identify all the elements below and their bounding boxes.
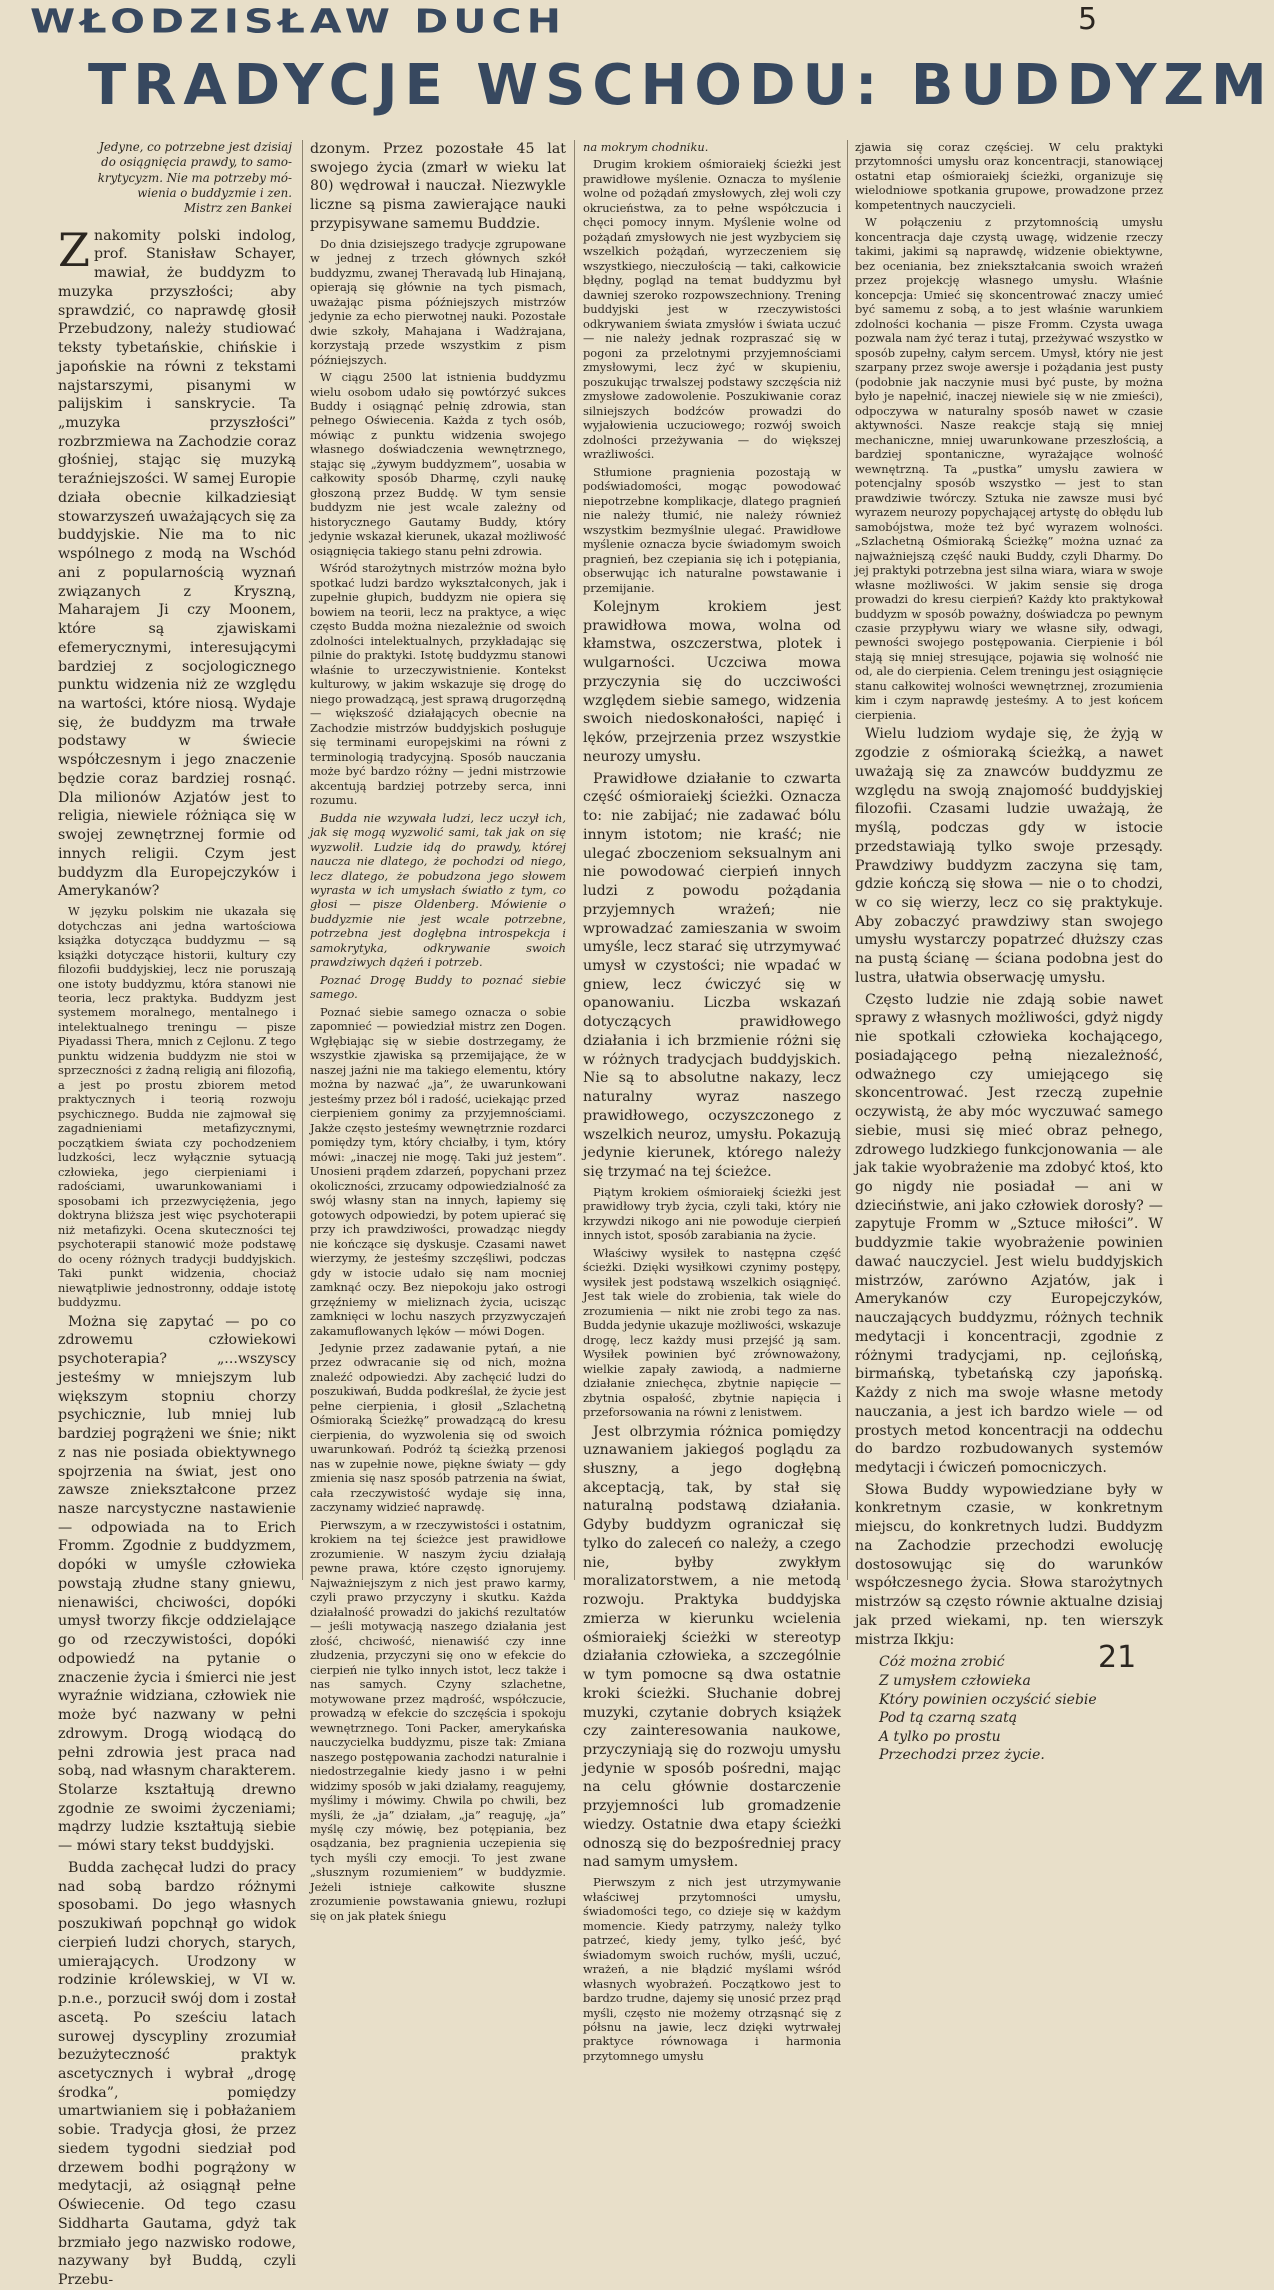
paragraph: Piątym krokiem ośmioraiekj ścieżki jest prawidłowy tryb życia, czyli taki, który nie krzywdzi nikogo ani nie powoduje cierpień innych istot, sposób zarabiania na życie. xyxy=(583,1184,841,1243)
paragraph: Pierwszym z nich jest utrzymywanie właściwej przytomności umysłu, świadomości tego, co dzieje się w każdym momencie. Kiedy patrzymy, należy tylko patrzeć, kiedy jemy, tylko jeść, być świadomym swoich ruchów, myśli, uczuć, wrażeń, a nie błądzić myślami wśród własnych wyobrażeń. Początkowo jest to bardzo trudne, dajemy się unosić przez prąd myśli, często nie możemy otrząsnąć się z półsnu na jawie, lecz dzięki wytrwałej praktyce równowaga i harmonia przytomnego umysłu xyxy=(583,1875,841,2063)
paragraph: Prawidłowe działanie to czwarta część ośmioraiekj ścieżki. Oznacza to: nie zabijać; nie zadawać bólu innym istotom; nie kraść; nie ulegać zboczeniom seksualnym ani nie powodować cierpień innych ludzi z powodu pożądania przyjemnych wrażeń; nie wprowadzać zamieszania w swoim umyśle, lecz starać się utrzymywać umysł w czystości; nie wpadać w gniew, lecz ćwiczyć się w opanowaniu. Liczba wskazań dotyczących prawidłowego działania i ich brzmienie różni się w różnych tradycjach buddyjskich. Nie są to absolutne nakazy, lecz naturalny wyraz naszego prawidłowego, oczyszczonego z wszelkich neuroz, umysłu. Pokazują jedynie kierunek, którego należy się trzymać na tej ścieżce. xyxy=(583,770,841,1181)
paragraph: Budda zachęcał ludzi do pracy nad sobą bardzo różnymi sposobami. Do jego własnych poszukiwań popchnął go widok cierpień ludzi chorych, starych, umierających. Urodzony w rodzinie królewskiej, w VI w. p.n.e., porzucił swój dom i został ascetą. Po sześciu latach surowej dyscypliny zrozumiał bezużyteczność praktyk ascetycznych i wybrał „drogę środka”, pomiędzy umartwianiem się i pobłażaniem sobie. Tradycja głosi, że przez siedem tygodni siedział pod drzewem bodhi pogrążony w medytacji, aż osiągnął pełne Oświecenie. Od tego czasu Siddharta Gautama, gdyż tak brzmiało jego nazwisko rodowe, nazywany był Buddą, czyli Przebu- xyxy=(58,1859,296,2289)
poem-line: Cóż można zrobić xyxy=(879,1654,1005,1671)
paragraph: Wielu ludziom wydaje się, że żyją w zgodzie z ośmioraką ścieżką, a nawet uważają się za znawców buddyzmu ze względu na swoją znajomość buddyjskiej filozofii. Czasami ludzie uważają, że myślą, podczas gdy w istocie przedstawiają tylko swoje przesądy. Prawdziwy buddyzm zaczyna się tam, gdzie kończą się słowa — nie o to chodzi, w co się wierzy, lecz co się praktykuje. Aby zobaczyć prawdziwy stan swojego umysłu wystarczy popatrzeć dłuższy czas na pustą ścianę — ściana podobna jest do lustra, ułatwia obserwację umysłu. xyxy=(855,726,1163,986)
column-3 xyxy=(583,140,841,2063)
poem-line: Przechodzi przez życie. xyxy=(879,1747,1045,1764)
drop-cap: Z xyxy=(58,222,90,277)
column-1 xyxy=(58,140,296,2289)
epigraph xyxy=(88,140,292,217)
paragraph: Można się zapytać — po co zdrowemu człowiekowi psychoterapia? „...wszyscy jesteśmy w mniejszym lub większym stopniu chorzy psychicznie, lub mniej lub bardziej pogrążeni we śnie; nikt z nas nie posiada obiektywnego spojrzenia na świat, jest ono zawsze zniekształcone przez nasze narcystyczne nastawienie — odpowiada na to Erich Fromm. Zgodnie z buddyzmem, dopóki w umyśle człowieka powstają złudne stany gniewu, nienawiści, chciwości, dopóki umysł tworzy fikcje oddzielające go od rzeczywistości, dopóki odpowiedź na pytanie o znaczenie życia i śmierci nie jest wyraźnie widziana, człowiek nie może być nazwany w pełni zdrowym. Drogą wiodącą do pełni zdrowia jest praca nad sobą, nad własnym charakterem. Stolarze kształtują drewno zgodnie ze swoimi życzeniami; mądrzy ludzie kształtują siebie — mówi stary tekst buddyjski. xyxy=(58,1313,296,1855)
paragraph: Do dnia dzisiejszego tradycje zgrupowane w jednej z trzech głównych szkół buddyzmu, zwanej Theravadą lub Hinajaną, opierają się głównie na tych pismach, uważając pisma późniejszych mistrzów jedynie za echo pierwotnej nauki. Pozostałe dwie szkoły, Mahajana i Wadżrajana, korzystają przede wszystkim z pism późniejszych. xyxy=(310,236,566,367)
paragraph: Jedynie przez zadawanie pytań, a nie przez odwracanie się od nich, można znaleźć odpowiedzi. Aby zachęcić ludzi do poszukiwań, Budda podkreślał, że życie jest pełne cierpienia, i głosił „Szlachetną Ośmioraką Ścieżkę” prowadzącą do kresu cierpienia, do wyzwolenia się od swoich uwarunkowań. Podróż tą ścieżką przenosi nas w zupełnie nowe, piękne światy — gdy zmienia się nasz sposób patrzenia na świat, cała rzeczywistość wydaje się inna, zaczynamy widzieć naprawdę. xyxy=(310,1341,566,1515)
epigraph-line: krytycyzm. Nie ma potrzeby mó- xyxy=(97,170,292,185)
paragraph: Stłumione pragnienia pozostają w podświadomości, mogąc powodować niepotrzebne komplikacje, dlatego pragnień nie należy tłumić, nie należy również wszystkim bezmyślnie ulegać. Prawidłowe myślenie oznacza bycie świadomym swoich pragnień, bez czepiania się ich i potępiania, obserwując ich naturalne powstawanie i przemijanie. xyxy=(583,464,841,595)
paragraph: W ciągu 2500 lat istnienia buddyzmu wielu osobom udało się powtórzyć sukces Buddy i osiągnąć pełnię zdrowia, stan pełnego Oświecenia. Każda z tych osób, mówiąc z punktu widzenia swojego własnego doświadczenia wewnętrznego, stając się „żywym buddyzmem”, uosabia w całkowity sposób Dharmę, czyli naukę głoszoną przez Buddę. W tym sensie buddyzm nie jest wcale zależny od historycznego Gautamy Buddy, który jedynie wskazał kierunek, ukazał możliwość osiągnięcia takiego stanu pełni zdrowia. xyxy=(310,370,566,558)
paragraph xyxy=(58,222,296,901)
epigraph-line: wienia o buddyzmie i zen. xyxy=(137,185,292,200)
paragraph: W połączeniu z przytomnością umysłu koncentracja daje czystą uwagę, widzenie rzeczy takimi, jakimi są naprawdę, widzenie obiektywne, bez oceniania, bez zniekształcania swoich wrażeń przez projekcję własnego umysłu. Właśnie koncepcja: Umieć się skoncentrować znaczy umieć być samemu z sobą, a to jest właśnie warunkiem zdolności kochania — pisze Fromm. Czysta uwaga pozwala nam żyć teraz i tutaj, przeżywać wszystko w sposób zupełny, całym sercem. Umysł, który nie jest szarpany przez swoje awersje i pożądania jest pusty (podobnie jak naczynie musi być puste, by można było je napełnić, inaczej niewiele się w nie zmieści), odpoczywa w naturalny sposób nawet w czasie aktywności. Nasze reakcje stają się mniej mechaniczne, mniej uwarunkowane przeszłością, a bardziej spontaniczne, wyrażające wolność wewnętrzną. Ta „pustka” umysłu zawiera w potencjalny sposób wszystko — jest to stan prawdziwie twórczy. Sztuka nie zawsze musi być wyrazem neurozy popychającej artystę do obłędu lub samobójstwa, może też być wyrazem wolności. „Szlachetną Ośmioraką Ścieżkę” można uznać za najważniejszą część nauki Buddy, czyli Dharmy. Do jej praktyki potrzebna jest silna wiara, wiara w swoje własne możliwości. W jakim sensie się droga prowadzi do kresu cierpień? Każdy kto praktykował buddyzm w sposób poważny, doświadcza po pewnym czasie przypływu wiary we własne siły, odwagi, pewności swojego postępowania. Cierpienie i ból stają się mniej stresujące, pojawia się wolność nie od, ale do cierpienia. Celem treningu jest osiągnięcie stanu całkowitej wolności wewnętrznej, zrozumienia kim i czym naprawdę jesteśmy. A to jest końcem cierpienia. xyxy=(855,215,1163,722)
paragraph: na mokrym chodniku. xyxy=(583,140,709,154)
column-2 xyxy=(310,140,566,1923)
paragraph: dzonym. Przez pozostałe 45 lat swojego życia (zmarł w wieku lat 80) wędrował i nauczał. Niezwykle liczne są pisma zawierające nauki przypisywane samemu Buddzie. xyxy=(310,141,566,232)
author-name: WŁODZISŁAW DUCH xyxy=(30,2,566,41)
page-number: 21 xyxy=(1098,1640,1137,1675)
paragraph: W języku polskim nie ukazała się dotychczas ani jedna wartościowa książka dotycząca buddyzmu — są książki dotyczące historii, kultury czy filozofii buddyjskiej, lecz nie poruszają one istoty buddyzmu, która stanowi nie teoria, lecz praktyka. Buddyzm jest systemem moralnego, mentalnego i intelektualnego treningu — pisze Piyadassi Thera, mnich z Cejlonu. Z tego punktu widzenia buddyzm nie stoi w sprzeczności z żadną religią ani filozofią, a jest po prostu zbiorem metod praktycznych i teorią rozwoju psychicznego. Budda nie zajmował się zagadnieniami metafizycznymi, początkiem świata czy pochodzeniem ludzkości, lecz wyłącznie sytuacją człowieka, jego cierpieniami i radościami, uwarunkowaniami i sposobami ich przezwyciężenia, jego doktryna bliższa jest więc psychoterapii niż metafizyki. Ocena skuteczności tej psychoterapii stanowić może podstawę do oceny różnych tradycji buddyjskich. Taki punkt widzenia, chociaż niewątpliwie jednostronny, oddaje istotę buddyzmu. xyxy=(58,904,296,1310)
paragraph: Często ludzie nie zdają sobie nawet sprawy z własnych możliwości, gdyż nigdy nie spotkali człowieka kochającego, posiadającego pełną niezależność, odważnego czy umiejącego się skoncentrować. Jest rzeczą zupełnie oczywistą, że aby móc wyczuwać samego siebie, musi się mieć obraz pełnego, zdrowego ludzkiego funkcjonowania — ale jak takie wyobrażenie ma zdobyć ktoś, kto go nigdy nie posiadał — ani w dzieciństwie, ani jako człowiek dorosły? — zapytuje Fromm w „Sztuce miłości”. W buddyzmie takie wyobrażenie powinien dawać nauczyciel. Jest wielu buddyjskich mistrzów, zarówno Azjatów, jak i Amerykanów czy Europejczyków, nauczających buddyzmu, różnych technik medytacji i koncentracji, zgodnie z różnymi tradycjami, np. cejlońską, birmańską, tybetańską czy japońską. Każdy z nich ma swoje własne metody nauczania, a jest ich bardzo wiele — od prostych metod koncentracji na oddechu do bardzo rozbudowanych systemów medytacji i ćwiczeń pomocniczych. xyxy=(855,991,1163,1477)
paragraph: zjawia się coraz częściej. W celu praktyki przytomności umysłu oraz koncentracji, stanowiącej ostatni etap ośmioraiekj ścieżki, organizuje się wielodniowe spotkania grupowe, prowadzone przez kompetentnych nauczycieli. xyxy=(855,140,1163,212)
poem-line: A tylko po prostu xyxy=(879,1728,1001,1745)
paragraph: Słowa Buddy wypowiedziane były w konkretnym czasie, w konkretnym miejscu, do konkretnych ludzi. Buddyzm na Zachodzie przechodzi ewolucję dostosowując się do warunków współczesnego życia. Słowa starożytnych mistrzów są często równie aktualne dzisiaj jak przed wiekami, np. ten wierszyk mistrza Ikkju: xyxy=(855,1481,1163,1648)
epigraph-attribution: Mistrz zen Bankei xyxy=(184,201,292,216)
epigraph-line: Jedyne, co potrzebne jest dzisiaj xyxy=(99,140,292,154)
paragraph: Budda nie wzywała ludzi, lecz uczył ich, jak się mogą wyzwolić sami, tak jak on się wyzwolił. Ludzie idą do prawdy, której naucza nie dlatego, że pochodzi od niego, lecz dlatego, że pobudzona jego słowem wyrasta w ich umysłach światło z tym, co głosi — pisze Oldenberg. Mówienie o buddyzmie nie jest wcale potrzebne, potrzebna jest dogłębna introspekcja i samokrytyka, odkrywanie swoich prawdziwych dążeń i potrzeb. xyxy=(310,810,566,970)
issue-number: 5 xyxy=(1078,2,1098,37)
paragraph-text: nakomity polski indolog, prof. Stanisław Schayer, mawiał, że buddyzm to muzyka przyszłości; aby sprawdzić, co naprawdę głosił Przebudzony, należy studiować teksty tybetańskie, chińskie i japońskie na równi z tekstami najstarszymi, pisanymi w palijskim i sanskrycie. Ta „muzyka przyszłości” rozbrzmiewa na Zachodzie coraz głośniej, stając się muzyką teraźniejszości. W samej Europie działa obecnie kilkadziesiąt stowarzyszeń uważających się za buddyjskie. Nie ma to nic wspólnego z modą na Wschód ani z popularnością wyznań związanych z Kryszną, Maharajem Ji czy Moonem, które są zjawiskami efemerycznymi, interesującymi bardziej z socjologicznego punktu widzenia niż ze względu na wartości, które niosą. Wydaje się, że buddyzm ma trwałe podstawy w świecie współczesnym i jego znaczenie będzie coraz bardziej rosnąć. Dla milionów Azjatów jest to religia, niewiele różniąca się w swojej zewnętrznej formie od innych religii. Czym jest buddyzm dla Europejczyków i Amerykanów? xyxy=(58,227,296,900)
poem-line: Który powinien oczyścić siebie xyxy=(879,1691,1097,1708)
paragraph: Poznać Drogę Buddy to poznać siebie samego. xyxy=(310,972,566,1002)
epigraph-line: do osiągnięcia prawdy, to samo- xyxy=(101,155,292,170)
paragraph: Poznać siebie samego oznacza o sobie zapomnieć — powiedział mistrz zen Dogen. Wgłębiając się w siebie dostrzegamy, że wszystkie zjawiska są przemijające, że w naszej jaźni nie ma takiego elementu, który można by nazwać „ja”, że uwarunkowani jesteśmy przez ból i radość, uciekając przed cierpieniem gonimy za przyjemnościami. Jakże często jesteśmy wewnętrznie rozdarci pomiędzy tym, który chciałby, i tym, który mówi: „inaczej nie mogę. Taki już jestem”. Unosieni prądem zdarzeń, popychani przez okoliczności, zrzucamy odpowiedzialność za swój własny stan na innych, łapiemy się gotowych odpowiedzi, by potem upierać się przy ich prawdziwości, prowadząc niegdy nie kończące się dyskusje. Czasami nawet wierzymy, że jesteśmy szczęśliwi, podczas gdy w istocie udało się nam mocniej zamknąć oczy. Bez niepokoju jako ostrogi grzęźniemy w mieliznach życia, ucisząc zamknięci w lochu naszych przyzwyczajeń zakamuflowanych lęków — mówi Dogen. xyxy=(310,1004,566,1338)
paragraph: Kolejnym krokiem jest prawidłowa mowa, wolna od kłamstwa, oszczerstwa, plotek i wulgarności. Uczciwa mowa przyczynia się do uczciwości względem siebie samego, widzenia swoich niedoskonałości, napięć i lęków, przejrzenia przez wszystkie neurozy umysłu. xyxy=(583,599,841,765)
poem-line: Z umysłem człowieka xyxy=(879,1672,1031,1689)
paragraph: Jest olbrzymia różnica pomiędzy uznawaniem jakiegoś poglądu za słuszny, a jego dogłębną akceptacją, tak, by stał się naturalną podstawą działania. Gdyby buddyzm ograniczał się tylko do zaleceń co należy, a czego nie, byłby zwykłym moralizatorstwem, a nie metodą rozwoju. Praktyka buddyjska zmierza w kierunku wcielenia ośmioraiekj ścieżki w stereotyp działania człowieka, a szczególnie w tym pomocne są dwa ostatnie kroki ścieżki. Słuchanie dobrej muzyki, czytanie dobrych książek czy zainteresowania naukowe, przyczyniają się do rozwoju umysłu jedynie w sposób pośredni, mając na celu głównie dostarczenie przyjemności lub gromadzenie wiedzy. Ostatnie dwa etapy ścieżki odnoszą się do bezpośredniej pracy nad samym umysłem. xyxy=(583,1423,841,1871)
paragraph: Drugim krokiem ośmioraiekj ścieżki jest prawidłowe myślenie. Oznacza to myślenie wolne od pożądań zmysłowych, złej woli czy okrucieństwa, za to pełne współczucia i chęci pomocy innym. Myślenie wolne od pożądań zmysłowych nie jest wyzbyciem się wszelkich pożądań, wyrzeczeniem się wszystkiego, nieczułością — taki, całkowicie błędny, pogląd na temat buddyzmu był dawniej szeroko rozpowszechniony. Trening buddyjski jest w rzeczywistości odkrywaniem świata zmysłów i świata uczuć — nie należy jednak rozpraszać się w pogoni za przelotnymi przyjemnościami zmysłowymi, lecz żyć w skupieniu, poszukując trwalszej podstawy szczęścia niż zmysłowe zadowolenie. Poszukiwanie coraz silniejszych bodźców prowadzi do wyjałowienia uczuciowego; rozwój swoich zdolności przeżywania — do większej wrażliwości. xyxy=(583,157,841,462)
paragraph: Wśród starożytnych mistrzów można było spotkać ludzi bardzo wykształconych, jak i zupełnie głupich, buddyzm nie opiera się bowiem na teorii, lecz na praktyce, a więc często Budda można niezależnie od swoich zdolności intelektualnych, przykładając się pilnie do praktyki. Istotę buddyzmu stanowi właśnie to urzeczywistnienie. Kontekst kulturowy, w jakim wskazuje się drogę do niego prowadzącą, jest sprawą drugorzędną — większość działających obecnie na Zachodzie mistrzów buddyjskich posługuje się terminami europejskimi na równi z terminologią tradycyjną. Sposób nauczania może być bardzo różny — jedni mistrzowie akcentują bardziej potrzeby serca, inni rozumu. xyxy=(310,561,566,808)
paragraph: Właściwy wysiłek to następna część ścieżki. Dzięki wysiłkowi czynimy postępy, wysiłek jest podstawą wszelkich osiągnięć. Jest tak wiele do zrobienia, tak wiele do zrozumienia — nikt nie zrobi tego za nas. Budda jedynie ukazuje możliwości, wskazuje drogę, lecz każdy musi przejść ją sam. Wysiłek powinien być zrównoważony, wielkie zapały zawiodą, a nadmierne działanie zniechęca, zbytnie napięcie — zbytnia ospałość, zbytnie napięcia i przeforsowania na równi z lenistwem. xyxy=(583,1245,841,1420)
poem-line: Pod tą czarną szatą xyxy=(879,1710,1018,1727)
article-title: TRADYCJE WSCHODU: BUDDYZM xyxy=(88,53,1274,118)
paragraph: Pierwszym, a w rzeczywistości i ostatnim, krokiem na tej ścieżce jest prawidłowe zrozumienie. W naszym życiu działają pewne prawa, które często ignorujemy. Najważniejszym z nich jest prawo karmy, czyli prawo przyczyny i skutku. Każda działalność prowadzi do jakichś rezultatów — jeśli motywacją naszego działania jest złość, chciwość, nienawiść czy inne złudzenia, przyczyni się ono w efekcie do cierpień nie tylko innych istot, lecz także i nas samych. Czyny szlachetne, motywowane przez mądrość, współczucie, prowadzą w efekcie do szczęścia i spokoju wewnętrznego. Toni Packer, amerykańska nauczycielka buddyzmu, pisze tak: Zmiana naszego postępowania zachodzi naturalnie i niedostrzegalnie kiedy jasno i w pełni widzimy sposób w jaki działamy, reagujemy, myślimy i mówimy. Chwila po chwili, bez myśli, że „ja” działam, „ja” reaguję, „ja” myślę czy mówię, bez potępiania, bez osądzania, bez pragnienia uczepienia się tych myśli czy emocji. To jest zwane „słusznym rozumieniem” w buddyzmie. Jeżeli istnieje całkowite słuszne zrozumienie powstawania gniewu, rozłupi się on jak płatek śniegu xyxy=(310,1517,566,1923)
